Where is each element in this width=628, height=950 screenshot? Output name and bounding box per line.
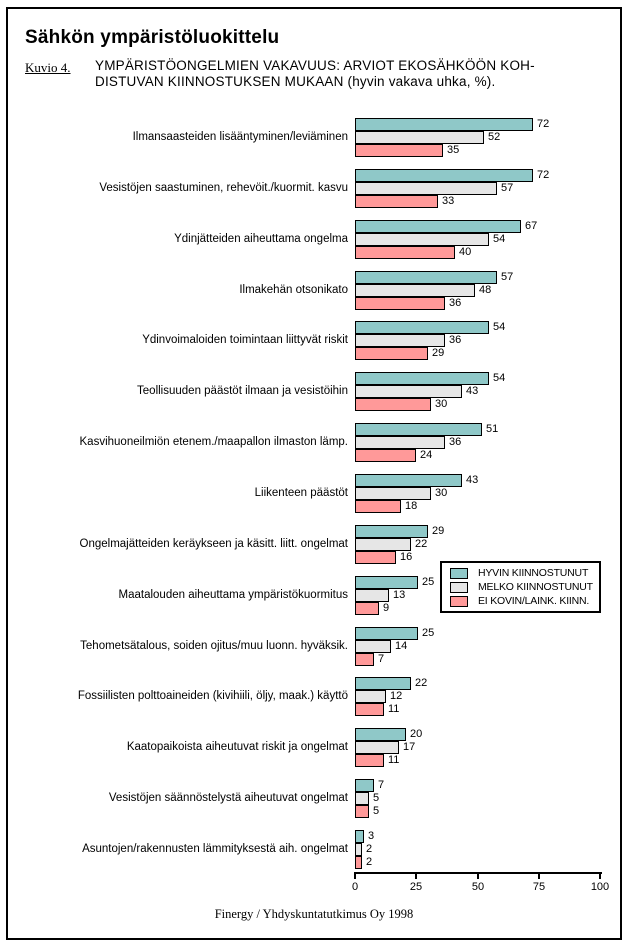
bar [355,538,411,551]
caption-line-1: YMPÄRISTÖONGELMIEN VAKAVUUS: ARVIOT EKOSÄHKÖÖN KOH- [95,58,535,73]
bar [355,398,431,411]
bar-value-label: 35 [447,144,460,156]
bar [355,436,445,449]
bar-value-label: 57 [501,182,514,194]
bar-value-label: 54 [493,233,506,245]
category-label: Kasvihuoneilmiön etenem./maapallon ilmaston lämp. [79,436,348,448]
category-label: Ongelmajätteiden keräykseen ja käsitt. liitt. ongelmat [79,538,348,550]
bar-value-label: 7 [378,779,385,791]
bar-value-label: 20 [410,728,423,740]
bar [355,372,489,385]
bar [355,677,411,690]
bar [355,792,369,805]
bar [355,284,475,297]
category-label: Ydinjätteiden aiheuttama ongelma [174,233,348,245]
category-label: Asuntojen/rakennusten lämmityksestä aih. ongelmat [82,843,348,855]
category-label: Ydinvoimaloiden toimintaan liittyvät riskit [142,334,348,346]
bar-value-label: 29 [432,347,445,359]
axis-tick [538,872,540,879]
legend-label: MELKO KIINNOSTUNUT [478,581,593,593]
bar-value-label: 24 [420,449,433,461]
bar-value-label: 54 [493,372,506,384]
bar [355,551,396,564]
bar [355,385,462,398]
axis-tick [354,872,356,879]
axis-tick-label: 50 [471,881,485,893]
bar-value-label: 36 [449,297,462,309]
category-label: Ilmakehän otsonikato [239,284,348,296]
bar-value-label: 22 [415,538,428,550]
bar [355,334,445,347]
legend-label: EI KOVIN/LAINK. KIINN. [478,595,590,607]
bar-value-label: 7 [378,653,385,665]
legend-label: HYVIN KIINNOSTUNUT [478,567,589,579]
legend-item-not-interested [450,596,595,607]
bar [355,690,386,703]
bar-value-label: 40 [459,246,472,258]
bar [355,843,362,856]
bar [355,728,406,741]
bar-value-label: 43 [466,474,479,486]
figure-label: Kuvio 4. [25,60,71,75]
bar [355,805,369,818]
bar-value-label: 72 [537,169,550,181]
bar [355,500,401,513]
bar-value-label: 36 [449,436,462,448]
bar [355,321,489,334]
axis-tick-label: 100 [590,881,610,893]
bar-value-label: 5 [373,792,380,804]
bar-value-label: 25 [422,576,435,588]
bar [355,525,428,538]
bar [355,779,374,792]
axis-tick [415,872,417,879]
bar [355,347,428,360]
bar-value-label: 30 [435,487,448,499]
bar-value-label: 54 [493,321,506,333]
legend-swatch-teal [450,568,468,579]
bar-value-label: 11 [388,703,400,715]
bar-value-label: 43 [466,385,479,397]
bar-value-label: 5 [373,805,380,817]
legend [440,561,601,613]
bar [355,271,497,284]
category-label: Teollisuuden päästöt ilmaan ja vesistöihin [137,385,348,397]
legend-swatch-salmon [450,596,468,607]
bar-value-label: 30 [435,398,448,410]
category-label: Fossiilisten polttoaineiden (kivihiili, öljy, maak.) käyttö [77,690,348,702]
bar [355,703,384,716]
bar-value-label: 16 [400,551,413,563]
bar [355,856,362,869]
legend-item-very-interested [450,568,595,579]
bar-value-label: 9 [383,602,390,614]
page-title: Sähkön ympäristöluokittelu [25,27,280,48]
bar-value-label: 48 [479,284,492,296]
caption-line-2: DISTUVAN KIINNOSTUKSEN MUKAAN (hyvin vakava uhka, %). [95,74,496,89]
category-label: Vesistöjen säännöstelystä aiheutuvat ongelmat [108,792,348,804]
bar-value-label: 18 [405,500,418,512]
bar [355,589,389,602]
bar-value-label: 29 [432,525,445,537]
bar-value-label: 2 [366,856,373,868]
bar-value-label: 17 [403,741,416,753]
legend-item-fairly-interested [450,582,595,593]
bar [355,233,489,246]
bar-value-label: 13 [393,589,406,601]
bar-value-label: 22 [415,677,428,689]
axis-tick [477,872,479,879]
bar [355,754,384,767]
bar-value-label: 52 [488,131,501,143]
bar [355,220,521,233]
bar [355,118,533,131]
bar [355,195,438,208]
bar-value-label: 33 [442,195,455,207]
bar-value-label: 72 [537,118,550,130]
bar-value-label: 67 [525,220,538,232]
bar [355,602,379,615]
bar [355,246,455,259]
bar-value-label: 57 [501,271,514,283]
axis-tick-label: 75 [532,881,546,893]
category-label: Liikenteen päästöt [254,487,348,499]
footer-source: Finergy / Yhdyskuntatutkimus Oy 1998 [214,907,414,921]
category-label: Maatalouden aiheuttama ympäristökuormitus [118,589,348,601]
bar [355,627,418,640]
bar [355,144,443,157]
bar [355,297,445,310]
bar [355,449,416,462]
bar [355,640,391,653]
category-label: Kaatopaikoista aiheutuvat riskit ja ongelmat [126,741,348,753]
bar [355,830,364,843]
bar [355,423,482,436]
bar [355,576,418,589]
bar [355,653,374,666]
axis-tick-label: 0 [351,881,359,893]
category-label: Tehometsätalous, soiden ojitus/muu luonn. hyväksik. [80,640,348,652]
bar-value-label: 51 [486,423,499,435]
category-label: Ilmansaasteiden lisääntyminen/leviäminen [132,131,348,143]
bar [355,169,533,182]
category-label: Vesistöjen saastuminen, rehevöit./kuormit. kasvu [99,182,348,194]
bar-value-label: 12 [390,690,403,702]
bar [355,474,462,487]
legend-swatch-gray [450,582,468,593]
axis-tick [599,872,601,879]
bar [355,131,484,144]
bar [355,741,399,754]
bar [355,487,431,500]
bar-value-label: 2 [366,843,373,855]
axis-tick-label: 25 [409,881,423,893]
bar-value-label: 25 [422,627,435,639]
bar-value-label: 3 [368,830,375,842]
bar [355,182,497,195]
bar-value-label: 36 [449,334,462,346]
bar-value-label: 14 [395,640,408,652]
bar-value-label: 11 [388,754,400,766]
